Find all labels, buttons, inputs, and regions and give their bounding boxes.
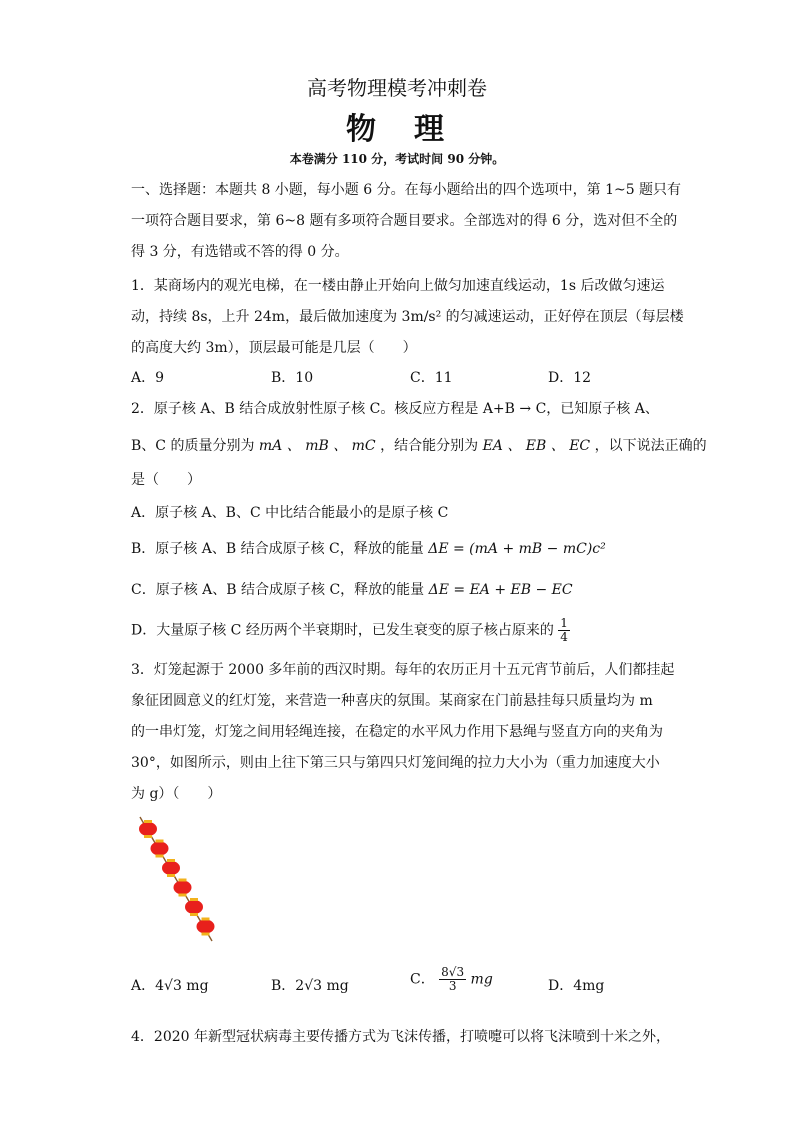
q1-option-a: A．9 <box>131 370 165 386</box>
q2-line-1: 2．原子核 A、B 结合成放射性原子核 C。核反应方程是 A+B → C，已知原子核 A、 <box>131 401 659 417</box>
q2-line-2-text-c: ，以下说法正确的 <box>594 438 707 454</box>
q2-line-2-text-b: ，结合能分别为 <box>380 438 479 454</box>
q2-option-d-text: D．大量原子核 C 经历两个半衰期时，已发生衰变的原子核占原来的 <box>131 622 554 639</box>
q2-option-b-formula: ΔE = (mA + mB − mC)c² <box>428 541 606 557</box>
q3-option-b: B．2√3 mg <box>271 978 349 994</box>
q3-line-1: 3．灯笼起源于 2000 多年前的西汉时期。每年的农历正月十五元宵节前后，人们都挂起 <box>131 662 675 678</box>
q4-line-1: 4．2020 年新型冠状病毒主要传播方式为飞沫传播，打喷嚏可以将飞沫喷到十米之外， <box>131 1029 670 1045</box>
q2-option-d-denominator: 4 <box>560 630 568 644</box>
q3-line-3: 的一串灯笼，灯笼之间用轻绳连接，在稳定的水平风力作用下悬绳与竖直方向的夹角为 <box>131 724 663 740</box>
section1-line-2: 一项符合题目要求，第 6~8 题有多项符合题目要求。全部选对的得 6 分，选对但不全的 <box>131 213 678 229</box>
q3-line-2: 象征团圆意义的红灯笼，来营造一种喜庆的氛围。某商家在门前悬挂每只质量均为 m <box>131 693 653 709</box>
subject-title: 物 理 <box>346 112 448 147</box>
q3-option-a: A．4√3 mg <box>131 978 209 994</box>
q2-option-d-fraction <box>558 617 570 644</box>
q1-line-2: 动，持续 8s，上升 24m，最后做加速度为 3m/s² 的匀减速运动，正好停在顶层（每层楼 <box>131 309 684 325</box>
q2-option-c-text: C．原子核 A、B 结合成原子核 C，释放的能量 <box>131 582 425 598</box>
q3-option-c-fraction <box>439 966 466 993</box>
lantern-4 <box>174 879 192 897</box>
q2-option-c <box>131 580 573 600</box>
q3-line-5: 为 g）（ ） <box>131 786 222 802</box>
q3-option-c <box>410 966 493 993</box>
q2-option-d <box>131 617 570 644</box>
q1-option-b: B．10 <box>271 370 314 386</box>
q2-energy-symbols: EA 、 EB 、 EC <box>482 438 591 454</box>
q2-line-2-text-a: B、C 的质量分别为 <box>131 438 255 454</box>
lantern-1 <box>139 820 157 838</box>
q3-option-c-label: C． <box>410 971 435 988</box>
q3-line-4: 30°，如图所示，则由上往下第三只与第四只灯笼间绳的拉力大小为（重力加速度大小 <box>131 755 660 771</box>
q2-option-b <box>131 539 606 559</box>
q1-option-d: D．12 <box>548 370 592 386</box>
section1-line-1: 一、选择题：本题共 8 小题，每小题 6 分。在每小题给出的四个选项中，第 1~5 题只有 <box>131 182 682 198</box>
q2-line-3: 是（ ） <box>131 472 201 488</box>
exam-note: 本卷满分 110 分，考试时间 90 分钟。 <box>289 152 505 166</box>
q1-line-3: 的高度大约 3m），顶层最可能是几层（ ） <box>131 340 417 356</box>
lantern-2 <box>151 840 169 858</box>
lantern-3 <box>162 859 180 877</box>
q2-line-2 <box>131 436 707 456</box>
q2-option-c-formula: ΔE = EA + EB − EC <box>428 582 573 598</box>
q3-option-d: D．4mg <box>548 978 605 994</box>
q1-option-c: C．11 <box>410 370 453 386</box>
q3-option-c-denominator: 3 <box>448 979 457 993</box>
q1-line-1: 1．某商场内的观光电梯，在一楼由静止开始向上做匀加速直线运动，1s 后改做匀速运 <box>131 278 665 294</box>
q3-option-c-numerator: 8√3 <box>441 965 465 979</box>
q2-mass-symbols: mA 、 mB 、 mC <box>258 438 376 454</box>
section1-line-3: 得 3 分，有选错或不答的得 0 分。 <box>131 244 349 260</box>
q3-option-c-unit: mg <box>470 971 493 988</box>
q2-option-d-numerator: 1 <box>560 616 568 630</box>
q2-option-b-text: B．原子核 A、B 结合成原子核 C，释放的能量 <box>131 541 424 557</box>
page-title: 高考物理模考冲刺卷 <box>307 76 487 100</box>
lantern-string-figure <box>130 815 230 945</box>
lantern-5 <box>185 898 203 916</box>
q2-option-a: A．原子核 A、B、C 中比结合能最小的是原子核 C <box>131 505 449 521</box>
